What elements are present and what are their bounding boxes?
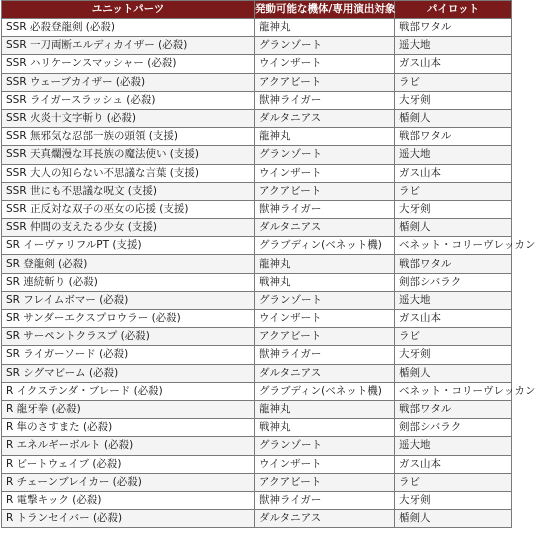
table-row [2, 255, 512, 273]
table-row [2, 455, 512, 473]
cell-unit-part: R 隼のさすまた (必殺) [2, 419, 255, 437]
cell-pilot: ベネット・コリーヴレッカン [395, 237, 512, 255]
cell-pilot: 遥大地 [395, 37, 512, 55]
cell-unit-part: SSR 世にも不思議な呪文 (支援) [2, 182, 255, 200]
cell-unit-part: SR 連続斬り (必殺) [2, 273, 255, 291]
table-row [2, 146, 512, 164]
table-row [2, 200, 512, 218]
cell-unit: グラブディン(ベネット機) [255, 237, 395, 255]
cell-unit-part: SSR 火炎十文字斬り (必殺) [2, 109, 255, 127]
cell-unit: アクアビート [255, 73, 395, 91]
table-row [2, 182, 512, 200]
cell-unit: 龍神丸 [255, 19, 395, 37]
cell-pilot: ラビ [395, 328, 512, 346]
cell-unit-part: R エネルギーボルト (必殺) [2, 437, 255, 455]
table-row [2, 37, 512, 55]
cell-unit-part: SR 登龍剣 (必殺) [2, 255, 255, 273]
table-row [2, 473, 512, 491]
cell-unit-part: SSR 大人の知らない不思議な言葉 (支援) [2, 164, 255, 182]
table-row [2, 310, 512, 328]
cell-pilot: 楯剣人 [395, 109, 512, 127]
cell-unit-part: SR フレイムボマー (必殺) [2, 291, 255, 309]
cell-unit-part: SSR 一刀両断エルディカイザー (必殺) [2, 37, 255, 55]
cell-pilot: 戦部ワタル [395, 400, 512, 418]
cell-pilot: 大牙剣 [395, 346, 512, 364]
cell-unit: グランゾート [255, 146, 395, 164]
cell-unit-part: R トランセイバー (必殺) [2, 510, 255, 528]
cell-pilot: 楯剣人 [395, 510, 512, 528]
cell-pilot: 大牙剣 [395, 491, 512, 509]
table-row [2, 109, 512, 127]
header-activatable-unit: 発動可能な機体/専用演出対象 [255, 1, 395, 19]
cell-unit-part: SSR 正反対な双子の巫女の応援 (支援) [2, 200, 255, 218]
cell-pilot: 遥大地 [395, 291, 512, 309]
table-row [2, 437, 512, 455]
cell-unit: グランゾート [255, 37, 395, 55]
cell-pilot: 戦部ワタル [395, 128, 512, 146]
cell-unit: アクアビート [255, 182, 395, 200]
cell-unit-part: SSR 必殺登龍剣 (必殺) [2, 19, 255, 37]
cell-unit-part: SR イーヴァリフルPT (支援) [2, 237, 255, 255]
cell-unit: グランゾート [255, 291, 395, 309]
cell-unit: 龍神丸 [255, 255, 395, 273]
cell-pilot: 戦部ワタル [395, 255, 512, 273]
cell-pilot: ガス山本 [395, 55, 512, 73]
cell-pilot: 遥大地 [395, 146, 512, 164]
cell-unit: アクアビート [255, 473, 395, 491]
cell-pilot: ラビ [395, 182, 512, 200]
cell-unit-part: SR サーペントクラスプ (必殺) [2, 328, 255, 346]
table-row [2, 219, 512, 237]
cell-unit: ウインザート [255, 455, 395, 473]
cell-unit: ダルタニアス [255, 219, 395, 237]
cell-unit: 龍神丸 [255, 400, 395, 418]
cell-unit-part: SSR 無邪気な忍部一族の頭領 (支援) [2, 128, 255, 146]
table-row [2, 328, 512, 346]
cell-unit-part: R イクステンダ・ブレード (必殺) [2, 382, 255, 400]
cell-pilot: ベネット・コリーヴレッカン [395, 382, 512, 400]
table-row [2, 55, 512, 73]
table-row [2, 510, 512, 528]
cell-unit-part: SR サンダーエクスプロウラー (必殺) [2, 310, 255, 328]
cell-unit-part: SR シグマビーム (必殺) [2, 364, 255, 382]
cell-pilot: ラビ [395, 473, 512, 491]
cell-pilot: ガス山本 [395, 164, 512, 182]
cell-unit-part: SSR 仲間の支えたる少女 (支援) [2, 219, 255, 237]
table-row [2, 346, 512, 364]
cell-unit: 戦神丸 [255, 273, 395, 291]
table-row [2, 382, 512, 400]
cell-pilot: ガス山本 [395, 455, 512, 473]
cell-unit-part: SR ライガーソード (必殺) [2, 346, 255, 364]
cell-unit-part: SSR ウェーブカイザー (必殺) [2, 73, 255, 91]
cell-unit: ウインザート [255, 164, 395, 182]
table-row [2, 364, 512, 382]
table-row [2, 291, 512, 309]
table-row [2, 19, 512, 37]
cell-unit: 獣神ライガー [255, 91, 395, 109]
cell-unit: ダルタニアス [255, 510, 395, 528]
table-row [2, 237, 512, 255]
cell-unit: ダルタニアス [255, 364, 395, 382]
cell-pilot: 大牙剣 [395, 91, 512, 109]
table-row [2, 400, 512, 418]
cell-unit: グラブディン(ベネット機) [255, 382, 395, 400]
table-row [2, 73, 512, 91]
cell-unit: 龍神丸 [255, 128, 395, 146]
cell-pilot: ガス山本 [395, 310, 512, 328]
cell-pilot: 剣部シバラク [395, 273, 512, 291]
cell-unit-part: R 龍牙拳 (必殺) [2, 400, 255, 418]
cell-unit: ウインザート [255, 310, 395, 328]
cell-unit: ウインザート [255, 55, 395, 73]
cell-unit: 戦神丸 [255, 419, 395, 437]
cell-unit: グランゾート [255, 437, 395, 455]
cell-pilot: 楯剣人 [395, 364, 512, 382]
cell-unit-part: R 電撃キック (必殺) [2, 491, 255, 509]
cell-unit: 獣神ライガー [255, 491, 395, 509]
header-pilot: パイロット [395, 1, 512, 19]
cell-unit-part: R チェーンブレイカー (必殺) [2, 473, 255, 491]
cell-unit-part: SSR 天真爛漫な耳長族の魔法使い (支援) [2, 146, 255, 164]
cell-unit-part: R ビートウェイブ (必殺) [2, 455, 255, 473]
cell-unit: アクアビート [255, 328, 395, 346]
cell-pilot: 戦部ワタル [395, 19, 512, 37]
cell-unit: 獣神ライガー [255, 200, 395, 218]
cell-pilot: ラビ [395, 73, 512, 91]
table-row [2, 491, 512, 509]
table-row [2, 128, 512, 146]
cell-pilot: 楯剣人 [395, 219, 512, 237]
table-row [2, 164, 512, 182]
unit-parts-table [1, 0, 535, 528]
cell-pilot: 剣部シバラク [395, 419, 512, 437]
cell-unit: ダルタニアス [255, 109, 395, 127]
table-row [2, 273, 512, 291]
cell-unit-part: SSR ハリケーンスマッシャー (必殺) [2, 55, 255, 73]
cell-unit-part: SSR ライガースラッシュ (必殺) [2, 91, 255, 109]
table-row [2, 91, 512, 109]
table-row [2, 419, 512, 437]
cell-pilot: 大牙剣 [395, 200, 512, 218]
table-header-row [2, 1, 512, 19]
cell-pilot: 遥大地 [395, 437, 512, 455]
header-unit-parts: ユニットパーツ [2, 1, 255, 19]
cell-unit: 獣神ライガー [255, 346, 395, 364]
